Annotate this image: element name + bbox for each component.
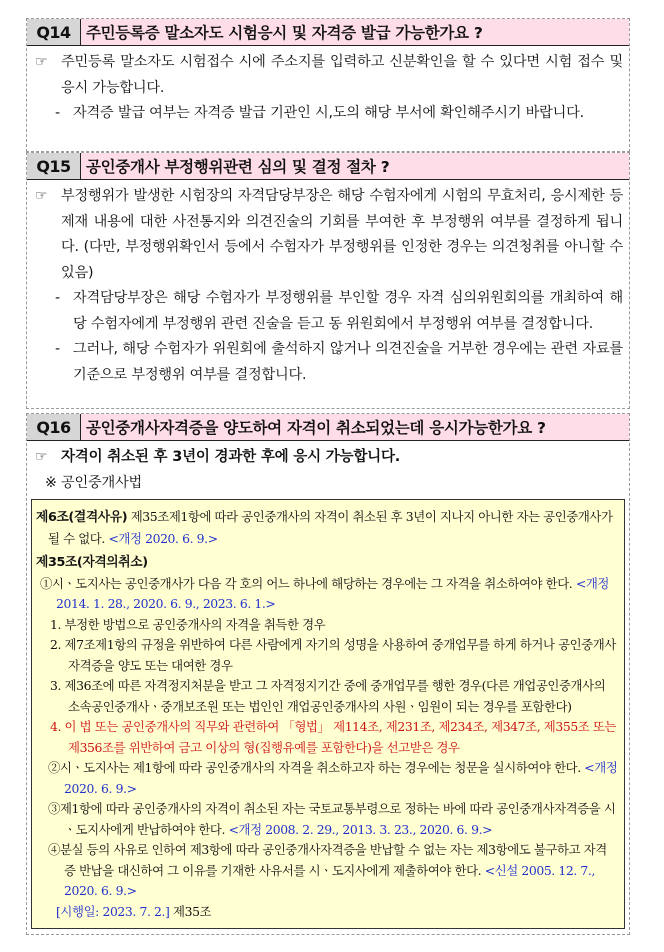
amendment-note: <개정 2020. 6. 9.>	[108, 530, 218, 546]
question-title: 공인중개사자격증을 양도하여 자격이 취소되었는데 응시가능한가요 ?	[81, 414, 629, 440]
question-header	[27, 414, 629, 441]
clause-text: ②시ㆍ도지사는 제1항에 따라 공인중개사의 자격을 취소하고자 하는 경우에는 청문을 실시하여야 한다.	[48, 760, 585, 775]
answer-paragraph	[33, 50, 623, 101]
pointing-hand-icon: ☞	[35, 188, 48, 204]
clause-2	[36, 758, 618, 799]
question-number: Q15	[27, 153, 81, 179]
dash-bullet: -	[55, 105, 60, 121]
dash-bullet: -	[55, 341, 60, 357]
clause-1-item-2: 2. 제7조제1항의 규정을 위반하여 다른 사람에게 자기의 성명을 사용하여 중개업무를 하게 하거나 공인중개사자격증을 양도 또는 대여한 경우	[50, 637, 616, 673]
law-excerpt-box	[31, 499, 625, 929]
article-35-heading: 제35조(자격의취소)	[36, 555, 148, 570]
amendment-note: <개정 2008. 2. 29., 2013. 3. 23., 2020. 6. 9.>	[228, 821, 493, 837]
clause-1	[36, 574, 618, 615]
answer-body	[27, 46, 629, 127]
effective-date-bracket: [시행일: 2023. 7. 2.]	[56, 903, 170, 919]
pointing-hand-icon: ☞	[35, 449, 48, 465]
answer-body	[27, 441, 629, 496]
answer-paragraph	[33, 184, 623, 286]
amendment-note: <개정 2014. 1. 28., 2020. 6. 9., 2023. 6. 1.>	[56, 575, 609, 611]
answer-text: 자격이 취소된 후 3년이 경과한 후에 응시 가능합니다.	[61, 449, 401, 465]
clause-1-item-3: 3. 제36조에 따른 자격정지처분을 받고 그 자격정지기간 중에 중개업무를 행한 경우(다른 개업공인중개사의 소속공인중개사ㆍ중개보조원 또는 법인인 개업공인중개사의 사원ㆍ임원이 되는 경우를 포함한다)	[50, 678, 606, 714]
question-title: 공인중개사 부정행위관련 심의 및 결정 절차 ?	[81, 153, 629, 179]
dash-bullet: -	[55, 290, 60, 306]
answer-text: 부정행위가 발생한 시험장의 자격담당부장은 해당 수험자에게 시험의 무효처리, 응시제한 등 제재 내용에 대한 사전통지와 의견진술의 기회를 부여한 후 부정행위 여부를 결정하게 됩니다. (다만, 부정행위확인서 등에서 수험자가 부정행위를 인정한 경우는 의견청취를 아니할 수 있음)	[61, 188, 623, 281]
article-6	[36, 507, 618, 549]
clause-text: ①시ㆍ도지사는 공인중개사가 다음 각 호의 어느 하나에 해당하는 경우에는 그 자격을 취소하여야 한다.	[40, 575, 576, 591]
answer-body	[27, 180, 629, 388]
answer-subpoint	[33, 101, 623, 127]
clause-1-item-4: 4. 이 법 또는 공인중개사의 직무와 관련하여 「형법」 제114조, 제231조, 제234조, 제347조, 제355조 또는 제356조를 위반하여 금고 이상의 형(집행유예를 포함한다)을 선고받은 경우	[50, 719, 617, 755]
clause-text: ③제1항에 따라 공인중개사의 자격이 취소된 자는 국토교통부령으로 정하는 바에 따라 공인중개사자격증을 시ㆍ도지사에게 반납하여야 한다.	[48, 801, 616, 837]
effective-date	[36, 902, 618, 923]
question-header	[27, 19, 629, 46]
law-reference-note: ※ 공인중개사법	[45, 474, 143, 491]
amendment-note: <개정 2020. 6. 9.>	[64, 760, 618, 796]
faq-section-q16	[26, 413, 630, 935]
clause-text: ④분실 등의 사유로 인하여 제3항에 따라 공인중개사자격증을 반납할 수 없는 자는 제3항에도 불구하고 자격증 반납을 대신하여 그 이유를 기재한 사유서를 시ㆍ도지사에게 제출하여야 한다.	[48, 842, 607, 878]
effective-date-ref: 제35조	[169, 903, 212, 919]
article-6-text: 제35조제1항에 따라 공인중개사의 자격이 취소된 후 3년이 지나지 아니한 자는 공인중개사가 될 수 없다.	[48, 509, 613, 546]
clause-1-item-1: 1. 부정한 방법으로 공인중개사의 자격을 취득한 경우	[50, 616, 326, 632]
answer-subpoint	[33, 286, 623, 337]
question-title: 주민등록증 말소자도 시험응시 및 자격증 발급 가능한가요 ?	[81, 19, 629, 45]
clause-4	[36, 840, 618, 902]
answer-text: 주민등록 말소자도 시험접수 시에 주소지를 입력하고 신분확인을 할 수 있다면 시험 접수 및 응시 가능합니다.	[61, 54, 623, 96]
faq-section-q14	[26, 18, 630, 152]
subpoint-text: 자격증 발급 여부는 자격증 발급 기관인 시,도의 해당 부서에 확인해주시기 바랍니다.	[73, 105, 584, 121]
subpoint-text: 자격담당부장은 해당 수험자가 부정행위를 부인할 경우 자격 심의위원회의를 개최하여 해당 수험자에게 부정행위 관련 진술을 듣고 동 위원회에서 부정행위 여부를 결정합니다.	[73, 290, 623, 332]
amendment-note: <신설 2005. 12. 7., 2020. 6. 9.>	[64, 862, 595, 898]
answer-paragraph	[33, 445, 623, 471]
faq-section-q15	[26, 152, 630, 409]
answer-subpoint	[33, 337, 623, 388]
pointing-hand-icon: ☞	[35, 54, 48, 70]
article-6-heading: 제6조(결격사유)	[36, 510, 128, 525]
subpoint-text: 그러나, 해당 수험자가 위원회에 출석하지 않거나 의견진술을 거부한 경우에는 관련 자료를 기준으로 부정행위 여부를 결정합니다.	[73, 341, 623, 383]
clause-3	[36, 799, 618, 840]
question-number: Q16	[27, 414, 81, 440]
question-number: Q14	[27, 19, 81, 45]
question-header	[27, 153, 629, 180]
